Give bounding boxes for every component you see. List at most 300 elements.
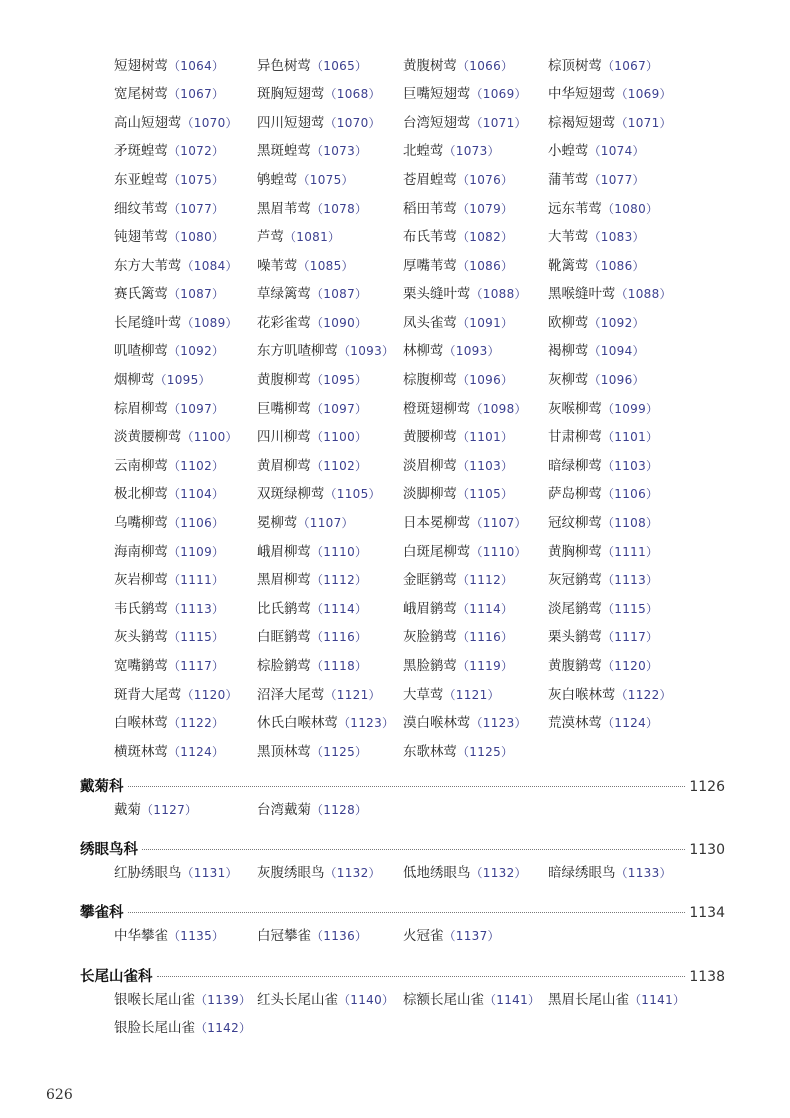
species-page-ref: （1089） <box>181 315 238 330</box>
index-entry <box>114 804 257 818</box>
species-name: 荒漠林莺 <box>548 715 602 732</box>
species-page-ref: （1086） <box>457 258 514 273</box>
index-entry <box>403 600 548 617</box>
species-page-ref: （1107） <box>297 516 354 531</box>
index-entry <box>548 543 693 560</box>
species-page-ref: （1075） <box>297 172 354 187</box>
index-entry <box>114 171 257 188</box>
species-name: 东方叽喳柳莺 <box>257 343 338 360</box>
index-entry <box>114 200 257 217</box>
index-entry <box>548 57 693 74</box>
dot-leader <box>142 849 685 850</box>
species-page-ref: （1140） <box>338 993 395 1008</box>
species-name: 东亚蝗莺 <box>114 171 168 188</box>
species-name: 棕腹柳莺 <box>403 372 457 389</box>
species-name: 细纹苇莺 <box>114 200 168 217</box>
family-page-number: 1138 <box>689 969 725 985</box>
species-page-ref: （1096） <box>588 373 645 388</box>
species-page-ref: （1103） <box>602 458 659 473</box>
index-entry <box>257 374 403 388</box>
species-page-ref: （1125） <box>457 744 514 759</box>
index-entry <box>257 145 403 159</box>
index-entry <box>403 717 548 731</box>
index-entry <box>548 288 693 302</box>
species-name: 灰头鹟莺 <box>114 629 168 646</box>
species-page-ref: （1078） <box>311 201 368 216</box>
species-name: 海南柳莺 <box>114 543 168 560</box>
index-entry <box>257 88 403 102</box>
family-page-number: 1130 <box>689 842 725 858</box>
species-page-ref: （1131） <box>181 866 238 881</box>
species-name: 银脸长尾山雀 <box>114 1020 195 1037</box>
index-entry <box>257 743 403 760</box>
species-name: 东方大苇莺 <box>114 257 182 274</box>
species-page-ref: （1109） <box>168 544 225 559</box>
index-entry <box>257 400 403 417</box>
index-entry <box>114 145 257 159</box>
species-name: 沼泽大尾莺 <box>257 686 325 703</box>
index-entry <box>257 200 403 217</box>
species-page-ref: （1116） <box>457 630 514 645</box>
species-name: 灰柳莺 <box>548 372 589 389</box>
species-page-ref: （1069） <box>615 87 672 102</box>
index-entry <box>403 314 548 331</box>
family-page-number: 1126 <box>689 779 725 795</box>
index-entry <box>548 574 693 588</box>
species-name: 黑眉苇莺 <box>257 200 311 217</box>
species-page-ref: （1082） <box>457 230 514 245</box>
species-page-ref: （1114） <box>311 601 368 616</box>
index-entry <box>548 314 693 331</box>
index-entry <box>114 631 257 645</box>
species-name: 草绿篱莺 <box>257 286 311 303</box>
species-name: 极北柳莺 <box>114 486 168 503</box>
family-name: 攀雀科 <box>80 905 124 921</box>
species-name: 赛氏篱莺 <box>114 286 168 303</box>
species-name: 台湾短翅莺 <box>403 114 471 131</box>
species-name: 冠纹柳莺 <box>548 515 602 532</box>
index-entry <box>114 867 257 881</box>
species-name: 噪苇莺 <box>257 257 298 274</box>
index-entry <box>114 114 257 131</box>
index-entry <box>548 145 693 159</box>
species-name: 凤头雀莺 <box>403 314 457 331</box>
species-page-ref: （1067） <box>168 87 225 102</box>
species-page-ref: （1110） <box>311 544 368 559</box>
species-page-ref: （1065） <box>311 58 368 73</box>
species-name: 戴菊 <box>114 802 141 819</box>
family-species-list <box>114 797 693 825</box>
family-heading <box>80 838 725 859</box>
index-entry <box>114 88 257 102</box>
species-page-ref: （1100） <box>181 430 238 445</box>
species-page-ref: （1106） <box>168 516 225 531</box>
species-name: 黑眉长尾山雀 <box>548 992 629 1009</box>
index-entry <box>403 400 548 417</box>
species-name: 棕顶树莺 <box>548 57 602 74</box>
species-page-ref: （1141） <box>484 993 541 1008</box>
index-entry <box>548 400 693 417</box>
index-entry <box>403 686 548 703</box>
index-entry <box>257 543 403 560</box>
index-entry <box>403 930 548 944</box>
species-name: 甘肃柳莺 <box>548 429 602 446</box>
species-page-ref: （1094） <box>588 344 645 359</box>
index-entry <box>257 686 403 703</box>
dot-leader <box>128 912 686 913</box>
species-name: 火冠雀 <box>403 928 444 945</box>
species-page-ref: （1071） <box>615 115 672 130</box>
index-entry <box>548 717 693 731</box>
species-name: 黄腰柳莺 <box>403 429 457 446</box>
species-page-ref: （1121） <box>443 687 500 702</box>
index-entry <box>548 600 693 617</box>
species-page-ref: （1132） <box>324 866 381 881</box>
species-page-ref: （1116） <box>311 630 368 645</box>
index-entry <box>114 717 257 731</box>
species-page-ref: （1076） <box>457 172 514 187</box>
species-page-ref: （1075） <box>168 172 225 187</box>
index-entry <box>257 488 403 502</box>
species-page-ref: （1103） <box>457 458 514 473</box>
species-name: 芦莺 <box>257 229 284 246</box>
species-name: 乌嘴柳莺 <box>114 515 168 532</box>
species-page-ref: （1128） <box>311 803 368 818</box>
index-entry <box>257 804 403 818</box>
species-name: 灰喉柳莺 <box>548 400 602 417</box>
species-name: 短翅树莺 <box>114 57 168 74</box>
index-entry <box>257 288 403 302</box>
species-page-ref: （1141） <box>629 993 686 1008</box>
species-page-ref: （1125） <box>311 744 368 759</box>
species-name: 漠白喉林莺 <box>403 715 471 732</box>
species-page-ref: （1115） <box>602 601 659 616</box>
species-name: 银喉长尾山雀 <box>114 992 195 1009</box>
index-entry <box>548 88 693 102</box>
species-page-ref: （1087） <box>311 287 368 302</box>
species-page-ref: （1124） <box>602 716 659 731</box>
index-entry <box>403 88 548 102</box>
species-name: 花彩雀莺 <box>257 314 311 331</box>
species-page-ref: （1090） <box>311 315 368 330</box>
species-name: 白冠攀雀 <box>257 928 311 945</box>
species-page-ref: （1104） <box>168 487 225 502</box>
species-page-ref: （1064） <box>168 58 225 73</box>
index-entry <box>403 867 548 881</box>
species-page-ref: （1071） <box>470 115 527 130</box>
species-page-ref: （1097） <box>168 401 225 416</box>
species-name: 叽喳柳莺 <box>114 343 168 360</box>
species-name: 冕柳莺 <box>257 515 298 532</box>
index-entry <box>114 743 257 760</box>
species-name: 栗头鹟莺 <box>548 629 602 646</box>
index-entry <box>114 930 257 944</box>
species-page-ref: （1099） <box>602 401 659 416</box>
index-entry <box>114 517 257 531</box>
species-page-ref: （1114） <box>457 601 514 616</box>
species-page-ref: （1069） <box>470 87 527 102</box>
species-name: 棕褐短翅莺 <box>548 114 616 131</box>
species-name: 林柳莺 <box>403 343 444 360</box>
index-entry <box>548 171 693 188</box>
index-entry <box>257 600 403 617</box>
species-name: 峨眉鹟莺 <box>403 600 457 617</box>
species-page-ref: （1073） <box>311 144 368 159</box>
species-name: 大苇莺 <box>548 229 589 246</box>
species-name: 白喉林莺 <box>114 715 168 732</box>
species-page-ref: （1102） <box>311 458 368 473</box>
index-entry <box>257 574 403 588</box>
species-name: 棕额长尾山雀 <box>403 992 484 1009</box>
species-name: 四川短翅莺 <box>257 114 325 131</box>
index-entry <box>548 686 693 703</box>
family-heading <box>80 901 725 922</box>
species-name: 韦氏鹟莺 <box>114 600 168 617</box>
species-name: 双斑绿柳莺 <box>257 486 325 503</box>
species-page-ref: （1080） <box>602 201 659 216</box>
species-page-ref: （1072） <box>168 144 225 159</box>
index-entry <box>114 231 257 245</box>
index-entry <box>114 374 257 388</box>
species-name: 钝翅苇莺 <box>114 229 168 246</box>
species-page-ref: （1110） <box>470 544 527 559</box>
species-index-grid <box>114 52 693 767</box>
species-page-ref: （1070） <box>324 115 381 130</box>
species-page-ref: （1123） <box>470 716 527 731</box>
species-name: 北蝗莺 <box>403 143 444 160</box>
index-entry <box>548 867 693 881</box>
index-entry <box>114 457 257 474</box>
species-page-ref: （1084） <box>181 258 238 273</box>
index-entry <box>114 660 257 674</box>
species-page-ref: （1073） <box>443 144 500 159</box>
species-name: 棕脸鹟莺 <box>257 658 311 675</box>
species-name: 萨岛柳莺 <box>548 486 602 503</box>
species-name: 金眶鹟莺 <box>403 572 457 589</box>
index-entry <box>257 314 403 331</box>
species-name: 斑背大尾莺 <box>114 686 182 703</box>
species-name: 灰脸鹟莺 <box>403 629 457 646</box>
species-page-ref: （1077） <box>168 201 225 216</box>
index-entry <box>548 488 693 502</box>
family-heading <box>80 775 725 796</box>
species-name: 灰岩柳莺 <box>114 572 168 589</box>
index-entry <box>114 57 257 74</box>
species-page-ref: （1102） <box>168 458 225 473</box>
species-name: 低地绣眼鸟 <box>403 865 471 882</box>
species-name: 暗绿绣眼鸟 <box>548 865 616 882</box>
species-page-ref: （1077） <box>588 172 645 187</box>
species-name: 厚嘴苇莺 <box>403 257 457 274</box>
species-name: 矛斑蝗莺 <box>114 143 168 160</box>
species-page-ref: （1091） <box>457 315 514 330</box>
species-name: 灰冠鹟莺 <box>548 572 602 589</box>
species-page-ref: （1135） <box>168 929 225 944</box>
species-page-ref: （1068） <box>324 87 381 102</box>
species-page-ref: （1111） <box>168 573 225 588</box>
species-name: 黑眉柳莺 <box>257 572 311 589</box>
family-species-list <box>114 923 693 951</box>
index-entry <box>114 574 257 588</box>
species-name: 比氏鹟莺 <box>257 600 311 617</box>
species-page-ref: （1106） <box>602 487 659 502</box>
index-entry <box>257 231 403 245</box>
species-name: 白斑尾柳莺 <box>403 543 471 560</box>
species-page-ref: （1086） <box>588 258 645 273</box>
dot-leader <box>128 786 686 787</box>
species-page-ref: （1120） <box>181 687 238 702</box>
species-page-ref: （1105） <box>457 487 514 502</box>
index-entry <box>548 994 693 1008</box>
species-name: 暗绿柳莺 <box>548 457 602 474</box>
index-entry <box>548 200 693 217</box>
species-name: 巨嘴短翅莺 <box>403 86 471 103</box>
index-entry <box>114 488 257 502</box>
species-page-ref: （1101） <box>602 430 659 445</box>
family-name: 绣眼鸟科 <box>80 842 138 858</box>
species-name: 白眶鹟莺 <box>257 629 311 646</box>
species-name: 橙斑翅柳莺 <box>403 400 471 417</box>
page-number: 626 <box>46 1087 73 1103</box>
species-page-ref: （1142） <box>195 1021 252 1036</box>
species-name: 异色树莺 <box>257 57 311 74</box>
species-page-ref: （1124） <box>168 744 225 759</box>
species-page-ref: （1117） <box>168 659 225 674</box>
species-name: 大草莺 <box>403 686 444 703</box>
index-entry <box>257 431 403 445</box>
species-name: 淡黄腰柳莺 <box>114 429 182 446</box>
index-entry <box>257 517 403 531</box>
species-name: 台湾戴菊 <box>257 802 311 819</box>
species-page-ref: （1127） <box>141 803 198 818</box>
species-name: 栗头缝叶莺 <box>403 286 471 303</box>
index-entry <box>403 517 548 531</box>
index-entry <box>257 257 403 274</box>
index-entry <box>114 431 257 445</box>
species-page-ref: （1095） <box>154 373 211 388</box>
species-page-ref: （1120） <box>602 659 659 674</box>
index-entry <box>403 145 548 159</box>
index-entry <box>403 631 548 645</box>
index-entry <box>403 660 548 674</box>
species-page-ref: （1096） <box>457 373 514 388</box>
species-page-ref: （1092） <box>168 344 225 359</box>
species-name: 棕眉柳莺 <box>114 400 168 417</box>
family-page-number: 1134 <box>689 905 725 921</box>
species-name: 淡脚柳莺 <box>403 486 457 503</box>
species-name: 远东苇莺 <box>548 200 602 217</box>
index-entry <box>257 631 403 645</box>
species-page-ref: （1093） <box>338 344 395 359</box>
species-page-ref: （1100） <box>311 430 368 445</box>
species-page-ref: （1111） <box>602 544 659 559</box>
index-entry <box>548 345 693 359</box>
index-entry <box>403 231 548 245</box>
index-entry <box>403 743 548 760</box>
species-name: 蒲苇莺 <box>548 171 589 188</box>
species-page-ref: （1088） <box>470 287 527 302</box>
species-name: 黑脸鹟莺 <box>403 658 457 675</box>
species-name: 长尾缝叶莺 <box>114 314 182 331</box>
index-entry <box>114 257 257 274</box>
species-name: 四川柳莺 <box>257 429 311 446</box>
index-entry <box>403 171 548 188</box>
species-page-ref: （1107） <box>470 516 527 531</box>
species-page-ref: （1088） <box>615 287 672 302</box>
species-name: 东歌林莺 <box>403 743 457 760</box>
index-entry <box>114 314 257 331</box>
species-page-ref: （1105） <box>324 487 381 502</box>
species-name: 云南柳莺 <box>114 457 168 474</box>
species-page-ref: （1123） <box>338 716 395 731</box>
species-page-ref: （1083） <box>588 230 645 245</box>
index-entry <box>403 574 548 588</box>
species-name: 欧柳莺 <box>548 314 589 331</box>
index-entry <box>257 717 403 731</box>
species-page-ref: （1113） <box>602 573 659 588</box>
index-entry <box>114 543 257 560</box>
index-entry <box>257 114 403 131</box>
index-entry <box>257 930 403 944</box>
species-page-ref: （1066） <box>457 58 514 73</box>
species-page-ref: （1070） <box>181 115 238 130</box>
index-entry <box>114 1022 257 1036</box>
species-page-ref: （1115） <box>168 630 225 645</box>
species-name: 褐柳莺 <box>548 343 589 360</box>
species-page-ref: （1112） <box>311 573 368 588</box>
index-entry <box>114 400 257 417</box>
index-entry <box>548 660 693 674</box>
species-name: 黄腹柳莺 <box>257 372 311 389</box>
species-page-ref: （1093） <box>443 344 500 359</box>
species-page-ref: （1079） <box>457 201 514 216</box>
species-page-ref: （1137） <box>443 929 500 944</box>
species-page-ref: （1118） <box>311 659 368 674</box>
species-page-ref: （1112） <box>457 573 514 588</box>
species-name: 灰白喉林莺 <box>548 686 616 703</box>
species-name: 稻田苇莺 <box>403 200 457 217</box>
species-page-ref: （1132） <box>470 866 527 881</box>
index-entry <box>548 431 693 445</box>
species-name: 中华短翅莺 <box>548 86 616 103</box>
index-entry <box>548 517 693 531</box>
species-page-ref: （1092） <box>588 315 645 330</box>
species-name: 峨眉柳莺 <box>257 543 311 560</box>
species-name: 休氏白喉林莺 <box>257 715 338 732</box>
index-entry <box>403 257 548 274</box>
index-entry <box>114 600 257 617</box>
species-name: 黄胸柳莺 <box>548 543 602 560</box>
species-name: 鸲蝗莺 <box>257 171 298 188</box>
family-species-list <box>114 860 693 888</box>
species-page-ref: （1101） <box>457 430 514 445</box>
index-entry <box>403 200 548 217</box>
index-entry <box>114 686 257 703</box>
index-entry <box>548 631 693 645</box>
species-name: 黑喉缝叶莺 <box>548 286 616 303</box>
species-name: 黄腹树莺 <box>403 57 457 74</box>
species-page-ref: （1067） <box>602 58 659 73</box>
species-name: 靴篱莺 <box>548 257 589 274</box>
index-entry <box>403 57 548 74</box>
index-entry <box>257 457 403 474</box>
index-entry <box>403 345 548 359</box>
index-entry <box>114 288 257 302</box>
species-page-ref: （1085） <box>297 258 354 273</box>
species-name: 红头长尾山雀 <box>257 992 338 1009</box>
family-heading <box>80 965 725 986</box>
species-name: 烟柳莺 <box>114 372 155 389</box>
